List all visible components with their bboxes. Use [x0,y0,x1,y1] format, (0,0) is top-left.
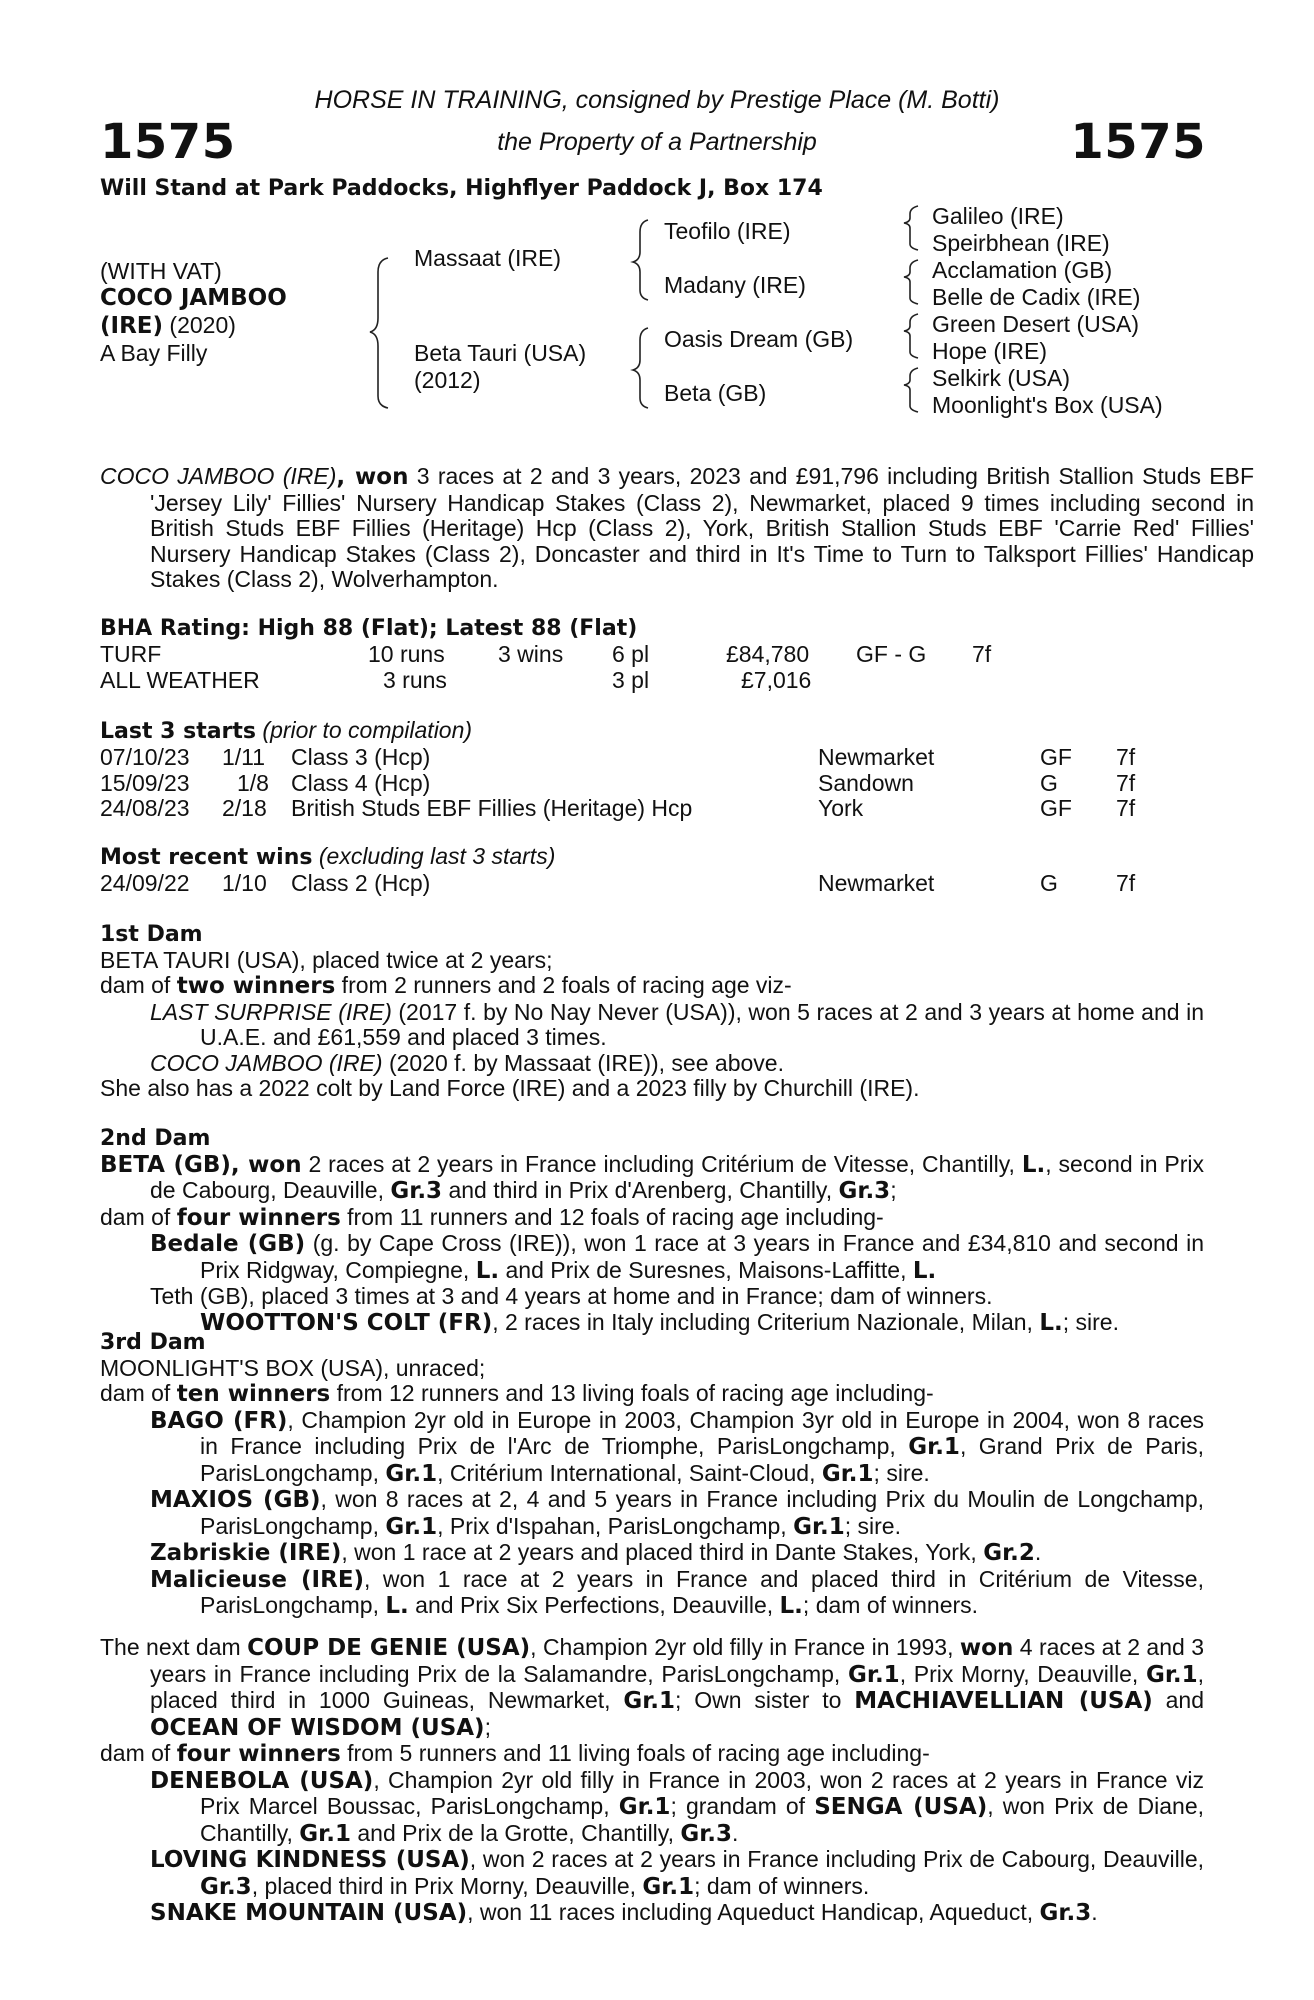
prize: £84,780 [726,641,810,667]
next-dam-section [100,1635,1204,1927]
dsd: Hope (IRE) [932,338,1048,364]
horse-year: (2020) [163,312,236,338]
date: 07/10/23 [100,744,190,770]
date: 15/09/23 [100,769,190,796]
next-dam-produce: dam of four winners from 5 runners and 11 living foals of racing age including- [100,1740,930,1767]
distance: 7f [1116,744,1136,770]
position: 1/11 [222,744,266,770]
recent-wins-note: (excluding last 3 starts) [312,843,556,869]
produce-malicieuse: Malicieuse (IRE), won 1 race at 2 years in France and placed third in Critérium de Vitesse, ParisLongchamp, L. and Prix Six Perfections, Deauville, L.; dam of winners. [150,1565,1204,1619]
sire-sire: Teofilo (IRE) [664,218,791,244]
first-dam-produce: dam of two winners from 2 runners and 2 foals of racing age viz- [100,972,792,999]
consignor-line: HORSE IN TRAINING, consigned by Prestige Place (M. Botti) [314,86,1000,114]
lot-number-right: 1575 [1070,114,1206,170]
position: 2/18 [222,795,267,821]
date: 24/09/22 [100,870,190,896]
third-dam-produce: dam of ten winners from 12 runners and 13 living foals of racing age including- [100,1380,934,1407]
sdd: Belle de Cadix (IRE) [932,284,1141,310]
produce-snake-mountain: SNAKE MOUNTAIN (USA), won 11 races including Aqueduct Handicap, Aqueduct, Gr.3. [150,1899,1098,1926]
rating-section [100,616,1204,694]
summary-text: 3 races at 2 and 3 years, 2023 and £91,796 including British Stallion Studs EBF 'Jersey Lily' Fillies' Nursery Handicap Stakes (Class 2), Newmarket, placed 9 times including second in British Studs EBF Fillies (Heritage) Hcp (Class 2), York, British Stallion Studs EBF 'Carrie Red' Fillies' Nursery Handicap Stakes (Class 2), Doncaster and third in It's Time to Turn to Talksport Fillies' Handicap Stakes (Class 2), Wolverhampton. [150,463,1255,592]
first-dam-title: 1st Dam [100,922,203,947]
produce-last-surprise: LAST SURPRISE (IRE) (2017 f. by No Nay Never (USA)), won 5 races at 2 and 3 years at home and in U.A.E. and £61,559 and placed 3 times. [150,998,1204,1050]
horse-country: (IRE) [100,313,164,339]
runs: 10 runs [368,641,445,667]
going: G [1040,769,1058,796]
summary-won: won [355,464,409,490]
produce-bago: BAGO (FR), Champion 2yr old in Europe in 2003, Champion 3yr old in Europe in 2004, won 8 races in France including Prix de l'Arc de Triomphe, ParisLongchamp, Gr.1, Grand Prix de Paris, ParisLongchamp, Gr.1, Critérium International, Saint-Cloud, Gr.1; sire. [150,1406,1205,1487]
going: GF [1040,795,1072,821]
recent-wins-title: Most recent wins [100,845,313,870]
position: 1/10 [222,870,267,896]
second-dam-title: 2nd Dam [100,1126,211,1151]
runs: 3 runs [383,667,447,693]
summary-horse-name: COCO JAMBOO (IRE) [100,463,337,489]
second-dam-section [100,1126,1204,1336]
ggparents [932,203,1163,419]
horse-description: A Bay Filly [100,340,208,366]
dss: Green Desert (USA) [932,311,1140,337]
produce-loving-kindness: LOVING KINDNESS (USA), won 2 races at 2 years in France including Prix de Cabourg, Deauville, Gr.3, placed third in Prix Morny, Deauville, Gr.1; dam of winners. [150,1846,1205,1900]
last-starts-note: (prior to compilation) [256,717,473,743]
race: British Studs EBF Fillies (Heritage) Hcp [291,795,693,821]
ssd: Speirbhean (IRE) [932,230,1110,256]
third-dam-title: 3rd Dam [100,1330,206,1355]
distance: 7f [1116,870,1136,896]
dam-dam: Beta (GB) [664,380,767,406]
produce-denebola: DENEBOLA (USA), Champion 2yr old filly in France in 2003, won 2 races at 2 years in France viz Prix Marcel Boussac, ParisLongchamp, Gr.1; grandam of SENGA (USA), won Prix de Diane, Chantilly, Gr.1 and Prix de la Grotte, Chantilly, Gr.3. [150,1766,1205,1847]
race: Class 4 (Hcp) [291,769,431,796]
lot-number-left: 1575 [100,114,236,170]
rating-row-aw [100,668,1204,694]
recent-wins-section [100,843,1204,897]
next-dam-record: The next dam COUP DE GENIE (USA), Champion 2yr old filly in France in 1993, won 4 races at 2 and 3 years in France including Prix de la Salamandre, ParisLongchamp, Gr.1, Prix Morny, Deauville, Gr.1, placed third in 1000 Guineas, Newmarket, Gr.1; Own sister to MACHIAVELLIAN (USA) and OCEAN OF WISDOM (USA); [100,1634,1205,1741]
produce-zabriskie: Zabriskie (IRE), won 1 race at 2 years and placed third in Dante Stakes, York, Gr.2. [150,1539,1042,1566]
property-line: the Property of a Partnership [497,128,817,156]
race-summary: COCO JAMBOO (IRE), won 3 races at 2 and 3 years, 2023 and £91,796 including British Stallion Studs EBF 'Jersey Lily' Fillies' Nursery Handicap Stakes (Class 2), Newmarket, placed 9 times including second in British Studs EBF Fillies (Heritage) Hcp (Class 2), York, British Stallion Studs EBF 'Carrie Red' Fillies' Nursery Handicap Stakes (Class 2), Doncaster and third in It's Time to Turn to Talksport Fillies' Handicap Stakes (Class 2), Wolverhampton. [100,463,1255,592]
produce-maxios: MAXIOS (GB), won 8 races at 2, 4 and 5 years in France including Prix du Moulin de Longchamp, ParisLongchamp, Gr.1, Prix d'Ispahan, ParisLongchamp, Gr.1; sire. [150,1486,1204,1540]
surface: TURF [100,641,162,667]
sds: Acclamation (GB) [932,257,1113,283]
last-starts-title: Last 3 starts [100,719,257,744]
sss: Galileo (IRE) [932,203,1064,229]
third-dam-line: MOONLIGHT'S BOX (USA), unraced; [100,1354,486,1381]
dam-sire: Oasis Dream (GB) [664,326,854,352]
dds: Selkirk (USA) [932,365,1071,391]
distance: 7f [1116,795,1136,821]
going: GF [1040,744,1072,770]
course: Sandown [818,769,914,796]
race: Class 2 (Hcp) [291,870,431,896]
start-row [100,771,1204,797]
dam-year: (2012) [414,367,481,393]
second-dam-produce: dam of four winners from 11 runners and 12 foals of racing age including- [100,1203,884,1231]
date: 24/08/23 [100,795,190,821]
produce-bedale: Bedale (GB) (g. by Cape Cross (IRE)), won 1 race at 3 years in France and £34,810 and second in Prix Ridgway, Compiegne, L. and Prix de Suresnes, Maisons-Laffitte, L. [150,1230,1204,1284]
prize: £7,016 [741,667,812,693]
sire: Massaat (IRE) [414,245,561,271]
race: Class 3 (Hcp) [291,744,431,770]
sire-dam: Madany (IRE) [664,272,806,298]
last-starts-section [100,717,1204,822]
third-dam-section [100,1330,1204,1620]
produce-coco-jamboo: COCO JAMBOO (IRE) (2020 f. by Massaat (IRE)), see above. [150,1049,784,1076]
second-dam-record: BETA (GB), won 2 races at 2 years in France including Critérium de Vitesse, Chantilly, L., second in Prix de Cabourg, Deauville, Gr.3 and third in Prix d'Arenberg, Chantilly, Gr.3; [100,1150,1204,1204]
going: GF - G [856,641,927,667]
course: York [818,795,864,821]
position: 1/8 [237,769,269,796]
stand-location: Will Stand at Park Paddocks, Highflyer Paddock J, Box 174 [100,176,823,201]
start-row [100,796,1204,822]
course: Newmarket [818,870,935,896]
distance: 7f [972,641,992,667]
horse-name: COCO JAMBOO [100,285,287,311]
wins: 3 wins [498,641,564,667]
distance: 7f [1116,769,1136,796]
first-dam-footer: She also has a 2022 colt by Land Force (IRE) and a 2023 filly by Churchill (IRE). [100,1075,920,1101]
surface: ALL WEATHER [100,667,260,693]
rating-title: BHA Rating: High 88 (Flat); Latest 88 (Flat) [100,616,638,641]
going: G [1040,870,1058,896]
win-row [100,871,1204,897]
produce-teth: Teth (GB), placed 3 times at 3 and 4 years at home and in France; dam of winners. [150,1283,993,1309]
first-dam-section [100,922,1204,1102]
course: Newmarket [818,744,935,770]
placed: 3 pl [612,667,650,693]
placed: 6 pl [612,641,650,667]
ddd: Moonlight's Box (USA) [932,392,1163,418]
dam-name: Beta Tauri (USA) [414,340,587,366]
vat-note: (WITH VAT) [100,258,222,284]
produce-woottons-colt: WOOTTON'S COLT (FR), 2 races in Italy including Criterium Nazionale, Milan, L.; sire. [200,1308,1119,1336]
rating-row-turf [100,642,1204,668]
first-dam-line: BETA TAURI (USA), placed twice at 2 years; [100,946,553,973]
dam [414,340,586,394]
start-row [100,745,1204,771]
